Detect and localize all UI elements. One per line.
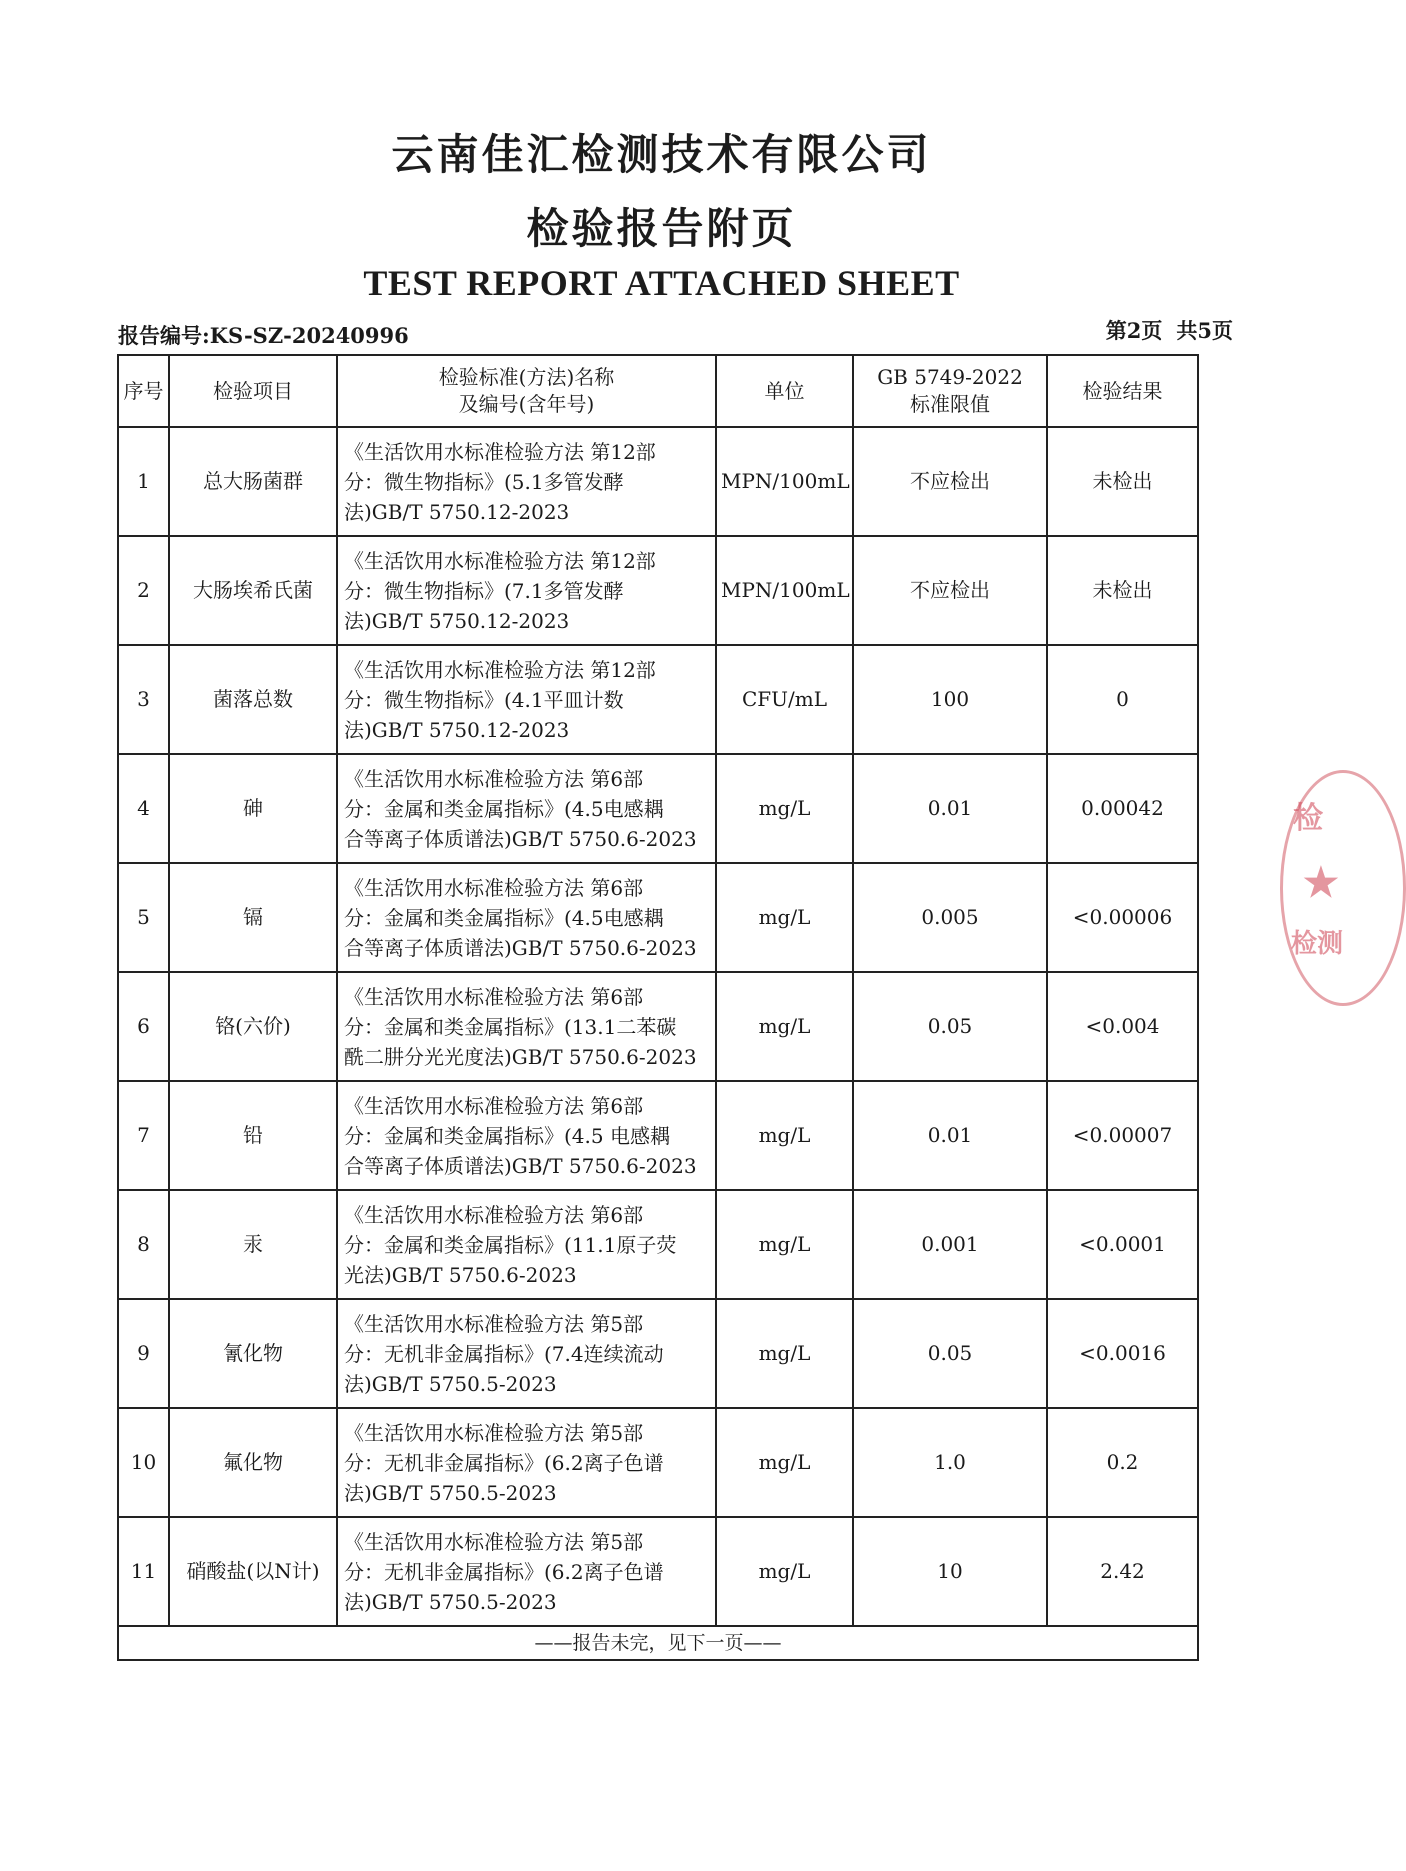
- cell-result: 2.42: [1047, 1517, 1198, 1626]
- cell-seq: 5: [118, 863, 169, 972]
- cell-limit: 0.05: [853, 972, 1047, 1081]
- page-title-english: TEST REPORT ATTACHED SHEET: [363, 263, 960, 303]
- cell-limit: 不应检出: [853, 536, 1047, 645]
- cell-limit: 0.05: [853, 1299, 1047, 1408]
- cell-limit: 0.01: [853, 1081, 1047, 1190]
- table-row: [118, 536, 1198, 645]
- cell-method: 《生活饮用水标准检验方法 第12部 分：微生物指标》(7.1多管发酵 法)GB/T 5750.12-2023: [337, 536, 716, 645]
- cell-item: 砷: [169, 754, 337, 863]
- header-method: 检验标准(方法)名称 及编号(含年号): [337, 355, 716, 427]
- cell-result: <0.00006: [1047, 863, 1198, 972]
- cell-seq: 1: [118, 427, 169, 536]
- cell-result: 未检出: [1047, 427, 1198, 536]
- cell-unit: mg/L: [716, 754, 853, 863]
- table-row: [118, 754, 1198, 863]
- seal-text-top: 检: [1293, 801, 1323, 836]
- cell-method: 《生活饮用水标准检验方法 第6部 分：金属和类金属指标》(4.5电感耦 合等离子体质谱法)GB/T 5750.6-2023: [337, 863, 716, 972]
- seal-text-bottom: 检测: [1291, 929, 1344, 959]
- cell-item: 氰化物: [169, 1299, 337, 1408]
- cell-unit: MPN/100mL: [716, 536, 853, 645]
- cell-seq: 3: [118, 645, 169, 754]
- cell-seq: 7: [118, 1081, 169, 1190]
- cell-item: 大肠埃希氏菌: [169, 536, 337, 645]
- cell-item: 铅: [169, 1081, 337, 1190]
- cell-seq: 10: [118, 1408, 169, 1517]
- cell-limit: 0.001: [853, 1190, 1047, 1299]
- cell-unit: mg/L: [716, 1299, 853, 1408]
- cell-item: 汞: [169, 1190, 337, 1299]
- cell-limit: 10: [853, 1517, 1047, 1626]
- cell-method: 《生活饮用水标准检验方法 第6部 分：金属和类金属指标》(11.1原子荧 光法)GB/T 5750.6-2023: [337, 1190, 716, 1299]
- cell-unit: mg/L: [716, 863, 853, 972]
- cell-item: 菌落总数: [169, 645, 337, 754]
- cell-limit: 0.01: [853, 754, 1047, 863]
- header-unit: 单位: [716, 355, 853, 427]
- cell-limit: 100: [853, 645, 1047, 754]
- cell-seq: 6: [118, 972, 169, 1081]
- cell-limit: 0.005: [853, 863, 1047, 972]
- cell-unit: mg/L: [716, 972, 853, 1081]
- cell-result: <0.0016: [1047, 1299, 1198, 1408]
- header-result: 检验结果: [1047, 355, 1198, 427]
- cell-result: 0: [1047, 645, 1198, 754]
- cell-method: 《生活饮用水标准检验方法 第6部 分：金属和类金属指标》(13.1二苯碳 酰二肼分光光度法)GB/T 5750.6-2023: [337, 972, 716, 1081]
- cell-method: 《生活饮用水标准检验方法 第12部 分：微生物指标》(4.1平皿计数 法)GB/T 5750.12-2023: [337, 645, 716, 754]
- cell-seq: 4: [118, 754, 169, 863]
- report-number: 报告编号:KS-SZ-20240996: [118, 323, 409, 348]
- cell-unit: mg/L: [716, 1081, 853, 1190]
- cell-limit: 不应检出: [853, 427, 1047, 536]
- cell-seq: 2: [118, 536, 169, 645]
- cell-unit: mg/L: [716, 1408, 853, 1517]
- table-row: [118, 1517, 1198, 1626]
- cell-method: 《生活饮用水标准检验方法 第5部 分：无机非金属指标》(6.2离子色谱 法)GB/T 5750.5-2023: [337, 1517, 716, 1626]
- table-row: [118, 1299, 1198, 1408]
- cell-item: 镉: [169, 863, 337, 972]
- cell-unit: MPN/100mL: [716, 427, 853, 536]
- cell-result: 未检出: [1047, 536, 1198, 645]
- cell-unit: CFU/mL: [716, 645, 853, 754]
- cell-method: 《生活饮用水标准检验方法 第5部 分：无机非金属指标》(6.2离子色谱 法)GB/T 5750.5-2023: [337, 1408, 716, 1517]
- page-title: 检验报告附页: [526, 204, 797, 253]
- page-current: 第2页: [1105, 318, 1163, 343]
- cell-seq: 9: [118, 1299, 169, 1408]
- cell-method: 《生活饮用水标准检验方法 第6部 分：金属和类金属指标》(4.5电感耦 合等离子体质谱法)GB/T 5750.6-2023: [337, 754, 716, 863]
- table-header-row: [118, 355, 1198, 427]
- header-seq: 序号: [118, 355, 169, 427]
- cell-seq: 11: [118, 1517, 169, 1626]
- cell-unit: mg/L: [716, 1190, 853, 1299]
- page-indicator: [1106, 315, 1233, 345]
- cell-unit: mg/L: [716, 1517, 853, 1626]
- cell-result: <0.00007: [1047, 1081, 1198, 1190]
- table-row: [118, 1408, 1198, 1517]
- cell-item: 总大肠菌群: [169, 427, 337, 536]
- cell-method: 《生活饮用水标准检验方法 第5部 分：无机非金属指标》(7.4连续流动 法)GB/T 5750.5-2023: [337, 1299, 716, 1408]
- cell-item: 硝酸盐(以N计): [169, 1517, 337, 1626]
- cell-item: 氟化物: [169, 1408, 337, 1517]
- header-limit: GB 5749-2022 标准限值: [853, 355, 1047, 427]
- cell-result: 0.2: [1047, 1408, 1198, 1517]
- seal-star-icon: ★: [1303, 859, 1339, 906]
- cell-item: 铬(六价): [169, 972, 337, 1081]
- cell-method: 《生活饮用水标准检验方法 第12部 分：微生物指标》(5.1多管发酵 法)GB/T 5750.12-2023: [337, 427, 716, 536]
- table-row: [118, 1081, 1198, 1190]
- cell-result: 0.00042: [1047, 754, 1198, 863]
- results-table: [117, 354, 1199, 1661]
- official-seal: [1280, 770, 1406, 1006]
- company-name: 云南佳汇检测技术有限公司: [391, 130, 932, 179]
- header-item: 检验项目: [169, 355, 337, 427]
- cell-seq: 8: [118, 1190, 169, 1299]
- table-row: [118, 645, 1198, 754]
- page-total: 共5页: [1176, 318, 1233, 343]
- continuation-note: ——报告未完，见下一页——: [118, 1626, 1198, 1660]
- cell-result: <0.0001: [1047, 1190, 1198, 1299]
- cell-method: 《生活饮用水标准检验方法 第6部 分：金属和类金属指标》(4.5 电感耦 合等离子体质谱法)GB/T 5750.6-2023: [337, 1081, 716, 1190]
- table-row: [118, 427, 1198, 536]
- table-row: [118, 972, 1198, 1081]
- cell-result: <0.004: [1047, 972, 1198, 1081]
- cell-limit: 1.0: [853, 1408, 1047, 1517]
- table-row: [118, 863, 1198, 972]
- table-row: [118, 1190, 1198, 1299]
- table-footer-row: [118, 1626, 1198, 1660]
